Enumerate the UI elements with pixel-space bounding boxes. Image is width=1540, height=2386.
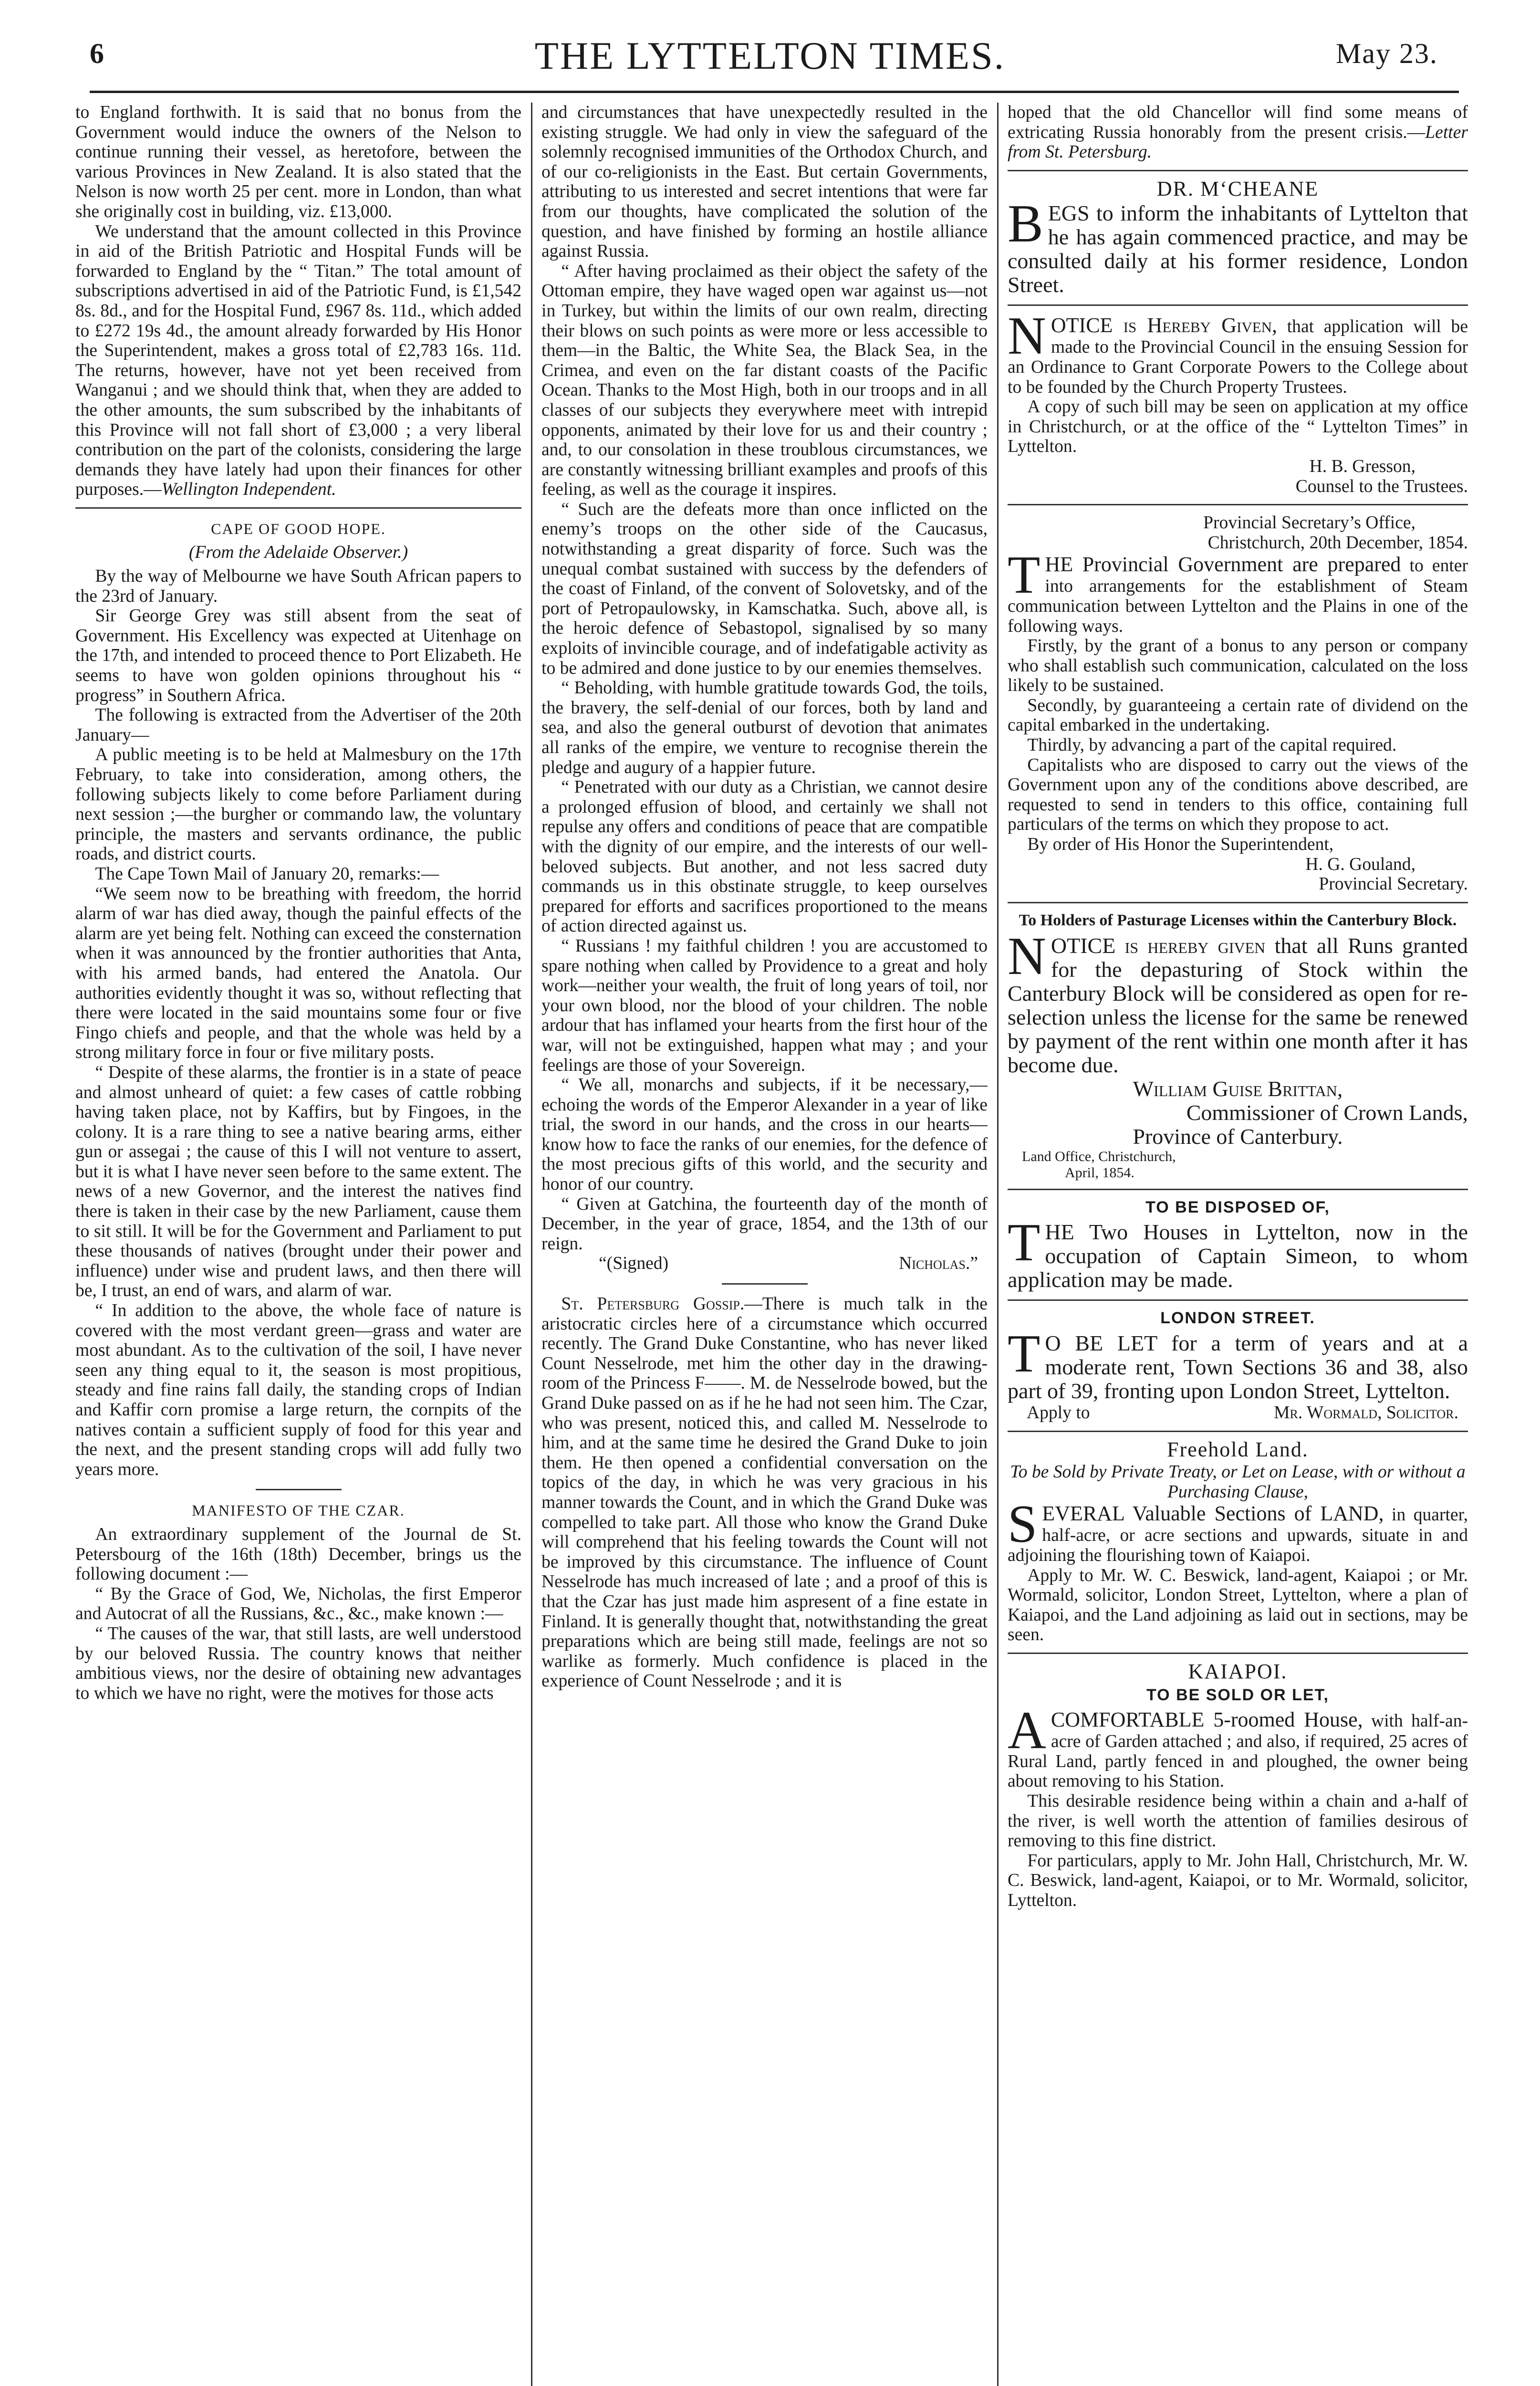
signatory-title: Counsel to the Trustees.	[1295, 476, 1468, 496]
signature-line: “(Signed) Nicholas.”	[599, 1254, 978, 1274]
column-2	[541, 103, 988, 2386]
article-paragraph: “ Despite of these alarms, the frontier is in a state of peace and almost unheard of quiet: a few cases of cattle robbing having taken place, not by Kaffirs, but by Fingoes, in the colony. It is a rare thing to see a native bearing arms, either gun or assegai ; the cause of this I will not venture to assert, but it is what I have never seen before to the same extent. The news of a new Governor, and the interest the natives find there is taken in their case by the new Parliament, cause them to sit still. It will be for the Government and Parliament to put these thousands of natives (brought under their power and influence) under wise and prudent laws, and then there will be, I trust, an end of wars, and alarm of war.	[75, 1062, 521, 1301]
advert-text: THE Two Houses in Lyttelton, now in the occupation of Captain Simeon, to whom application may be made.	[1008, 1213, 1468, 1292]
article-paragraph: “ Such are the defeats more than once inflicted on the enemy’s troops on the other side of the Caucasus, notwithstanding a great disparity of force. Such was the unequal combat sustained with success by the defenders of the coast of Finland, of the convent of Solovetsky, and of the port of Petropaulowsky, in Kamschatka. Such, above all, is the heroic defence of Sebastopol, signalised by so many exploits of invincible courage, and of indefatigable activity as to be admired and done justice to by our enemies themselves.	[541, 499, 988, 678]
article-paragraph: “ After having proclaimed as their object the safety of the Ottoman empire, they have waged open war against us—not in Turkey, but within the limits of our own realm, directing their blows on such points as were more or less accessible to them—in the Baltic, the White Sea, the Black Sea, in the Crimea, and even on the far distant coasts of the Pacific Ocean. Thanks to the Most High, both in our troops and in all classes of our subjects they everywhere meet with intrepid opponents, animated by their love for us and their country ; and, to our consolation in these troublous circumstances, we are constantly witnessing brilliant examples and proofs of this feeling, as well as the courage it inspires.	[541, 261, 988, 500]
column-1	[75, 103, 521, 2386]
advert-text: THE Provincial Government are prepared to enter into arrangements for the establishment of Steam communication between Lyttelton and the Plains in one of the following ways.	[1008, 545, 1468, 636]
drop-cap: T	[1008, 1324, 1041, 1383]
section-rule	[1008, 170, 1468, 171]
advert-heading: Freehold Land.	[1167, 1437, 1309, 1461]
article-paragraph: The following is extracted from the Advertiser of the 20th January—	[75, 705, 521, 745]
advert-subheading: TO BE SOLD OR LET,	[1146, 1685, 1329, 1704]
drop-cap: N	[1008, 306, 1046, 366]
office-line: Provincial Secretary’s Office,	[1203, 513, 1415, 533]
article-paragraph: We understand that the amount collected in this Province in aid of the British Patriotic and Hospital Funds will be forwarded to England by the “ Titan.” The total amount of subscriptions advertised in aid of the Patriotic Fund, is £1,542 8s. 8d., and for the Hospital Fund, £967 8s. 11d., which added to £272 19s 4d., the amount already forwarded by His Honor the Superintendent, makes a gross total of £2,783 16s. 11d. The returns, however, have not yet been received from Wanganui ; and we should think that, when they are added to the other amounts, the sum subscribed by the inhabitants of this Province will not fall short of £3,000 ; a very liberal contribution on the part of the colonists, considering the large demands they have lately had upon their finances for other purposes.—Wellington Independent.	[75, 221, 521, 500]
advert-text: SEVERAL Valuable Sections of LAND, in quarter, half-acre, or acre sections and upwards, situate in and adjoining the flourishing town of Kaiapoi.	[1008, 1495, 1468, 1565]
section-rule	[1008, 1189, 1468, 1190]
advert-subheading: To be Sold by Private Treaty, or Let on Lease, with or without a Purchasing Clause,	[1010, 1462, 1466, 1502]
article-paragraph: The Cape Town Mail of January 20, remarks:—	[95, 864, 439, 884]
source-credit: Letter from St. Petersburg.	[1008, 122, 1468, 162]
signatory-title: Provincial Secretary.	[1319, 874, 1468, 894]
section-heading: MANIFESTO OF THE CZAR.	[192, 1502, 405, 1519]
article-paragraph: hoped that the old Chancellor will find some means of extricating Russia honorably from the present crisis.—Letter from St. Petersburg.	[1008, 103, 1468, 162]
article-paragraph: and circumstances that have unexpectedly resulted in the existing struggle. We had only in view the safeguard of the solemnly recognised immunities of the Orthodox Church, and of our co-religionists in the East. But certain Governments, attributing to us interested and secret intentions that were far from our thoughts, have complicated the solution of the question, and have finished by forming an hostile alliance against Russia.	[541, 103, 988, 262]
drop-cap: T	[1008, 545, 1041, 605]
article-paragraph: “ Russians ! my faithful children ! you are accustomed to spare nothing when called by Providence to a great and holy work—neither your wealth, the fruit of long years of toil, nor your own blood, nor the blood of your children. The noble ardour that has inflamed your hearts from the first hour of the war, will not be extinguished, happen what may ; and your feelings are those of your Sovereign.	[541, 936, 988, 1075]
advert-text: NOTICE is Hereby Given, that application will be made to the Provincial Council in the ensuing Session for an Ordinance to Grant Corporate Powers to the College about to be founded by the Church Property Trustees.	[1008, 306, 1468, 397]
section-rule	[722, 1283, 808, 1285]
section-rule	[1008, 1653, 1468, 1654]
drop-cap: S	[1008, 1495, 1038, 1554]
section-rule	[1008, 902, 1468, 903]
article-paragraph: By the way of Melbourne we have South African papers to the 23rd of January.	[75, 566, 521, 606]
newspaper-title: THE LYTTELTON TIMES.	[534, 34, 1006, 77]
advert-heading: To Holders of Pasturage Licenses within the Canterbury Block.	[1019, 911, 1457, 929]
article-paragraph: A public meeting is to be held at Malmesbury on the 17th February, to take into consideration, among others, the following subjects likely to come before Parliament during next session ;—the burgher or commando law, the voluntary principle, the masters and servants ordinance, the public roads, and district courts.	[75, 745, 521, 864]
signatory: Mr. Wormald, Solicitor.	[1274, 1403, 1458, 1423]
issue-date: May 23.	[1336, 38, 1438, 69]
article-paragraph: to England forthwith. It is said that no bonus from the Government would induce the owners of the Nelson to continue running their vessel, as heretofore, between the various Provinces in New Zealand. It is also stated that the Nelson is now worth 25 per cent. more in London, than what she originally cost in building, viz. £13,000.	[75, 103, 521, 221]
section-rule	[1008, 304, 1468, 306]
article-paragraph: “ Given at Gatchina, the fourteenth day of the month of December, in the year of grace, 1854, and the 13th of our reign.	[541, 1194, 988, 1254]
column-divider	[997, 103, 999, 2386]
drop-cap: B	[1008, 194, 1043, 254]
office-line: Land Office, Christchurch,	[1022, 1148, 1176, 1164]
drop-cap: A	[1008, 1701, 1046, 1760]
advert-text: Capitalists who are disposed to carry out the views of the Government upon any of the conditions above described, are requested to send in tenders to this office, containing full particulars of the terms on which they propose to act.	[1008, 755, 1468, 835]
signatory-title: Province of Canterbury.	[1133, 1124, 1343, 1149]
article-paragraph: “ Beholding, with humble gratitude towards God, the toils, the bravery, the self-denial of our forces, both by land and sea, and also the general outburst of devotion that animates all ranks of the empire, we venture to recognise therein the pledge and augury of a happier future.	[541, 678, 988, 777]
advert-text: For particulars, apply to Mr. John Hall, Christchurch, Mr. W. C. Beswick, land-agent, Kaiapoi, or to Mr. Wormald, solicitor, Lyttelton.	[1008, 1851, 1468, 1910]
drop-cap: N	[1008, 926, 1046, 986]
section-subheading: (From the Adelaide Observer.)	[188, 543, 408, 563]
article-paragraph: “ By the Grace of God, We, Nicholas, the first Emperor and Autocrat of all the Russians, &c., &c., make known :—	[75, 1584, 521, 1624]
advert-text: Thirdly, by advancing a part of the capital required.	[1027, 735, 1397, 755]
advert-text: T O BE LET for a term of years and at a moderate rent, Town Sections 36 and 38, also part of 39, fronting upon London Street, Lyttelton.	[1008, 1324, 1468, 1403]
section-rule	[75, 507, 521, 509]
masthead	[0, 0, 1540, 98]
masthead-rule	[90, 91, 1459, 93]
drop-cap: T	[1008, 1213, 1041, 1273]
article-paragraph: “ We all, monarchs and subjects, if it be necessary,—echoing the words of the Emperor Alexander in a year of like trial, the sword in our hands, and the cross in our hearts—know how to face the ranks of our enemies, for the defence of the most precious gifts of this world, and the security and honor of our country.	[541, 1075, 988, 1194]
section-heading: CAPE OF GOOD HOPE.	[211, 520, 386, 537]
advert-text: A copy of such bill may be seen on application at my office in Christchurch, or at the office of the “ Lyttelton Times” in Lyttelton.	[1008, 397, 1468, 457]
dateline: Christchurch, 20th December, 1854.	[1207, 533, 1468, 553]
article-paragraph: “We seem now to be breathing with freedom, the horrid alarm of war has died away, though the painful effects of the alarm are yet being felt. Nothing can exceed the consternation when it was announced by the frontier authorities that Anta, with his armed bands, had entered the Anatola. Our authorities evidently thought it was so, without reflecting that there were located in the said mountains some four or five Fingo chiefs and people, and that the whole was held by a strong military force in four or five military posts.	[75, 884, 521, 1063]
source-credit: Wellington Independent.	[161, 480, 336, 500]
signatory: William Guise Brittan,	[1133, 1076, 1343, 1101]
page-number: 6	[90, 38, 104, 69]
signatory: H. B. Gresson,	[1309, 456, 1415, 476]
signatory: H. G. Gouland,	[1305, 854, 1415, 874]
advert-text: ACOMFORTABLE 5-roomed House, with half-an-acre of Garden attached ; and also, if required, 25 acres of Rural Land, partly fenced in and ploughed, the owner being about removing to his Station.	[1008, 1701, 1468, 1791]
section-rule	[1008, 1431, 1468, 1432]
advert-text: Firstly, by the grant of a bonus to any person or company who shall establish such communication, calculated on the loss likely to be sustained.	[1008, 636, 1468, 696]
article-paragraph: St. Petersburg Gossip.—There is much talk in the aristocratic circles here of a circumstance which occurred recently. The Grand Duke Constantine, who has never liked Count Nesselrode, met him the other day in the drawing-room of the Princess F——. M. de Nesselrode bowed, but the Grand Duke passed on as if he he had not seen him. The Czar, who was present, noticed this, and called M. Nesselrode to him, and at the same time he desired the Grand Duke to join them. He then opened a confidential conversation on the topics of the day, in which he was very gracious in his manner towards the Count, and in which the Grand Duke was compelled to take part. All those who know the Grand Duke will comprehend that his feeling towards the Count will not be improved by this circumstance. The influence of Count Nesselrode has much increased of late ; and a proof of this is that the Czar has just made him aspresent of a fine estate in Finland. It is generally thought that, notwithstanding the great preparations which are being still made, feelings are not so warlike as formerly. Much confidence is placed in the experience of Count Nesselrode ; and it is	[541, 1294, 988, 1691]
advert-text: BEGS to inform the inhabitants of Lyttelton that he has again commenced practice, and may be consulted daily at his former residence, London Street.	[1008, 194, 1468, 297]
section-rule	[256, 1489, 342, 1490]
apply-line: Apply to Mr. Wormald, Solicitor.	[1027, 1403, 1458, 1423]
advert-text: Secondly, by guaranteeing a certain rate of dividend on the capital embarked in the undertaking.	[1008, 695, 1468, 735]
advert-text: NOTICE is hereby given that all Runs granted for the depasturing of Stock within the Canterbury Block will be considered as open for re-selection unless the license for the same be renewed by payment of the rent within one month after it has become due.	[1008, 926, 1468, 1077]
advert-heading: LONDON STREET.	[1160, 1309, 1315, 1328]
column-divider	[531, 103, 532, 2386]
dateline: April, 1854.	[1065, 1164, 1134, 1181]
advert-heading: KAIAPOI.	[1188, 1659, 1288, 1683]
article-paragraph: “ The causes of the war, that still lasts, are well understood by our beloved Russia. The country knows that neither ambitious views, nor the desire of obtaining new advantages to which we have no right, were the motives for those acts	[75, 1623, 521, 1703]
column-3	[1008, 103, 1468, 2386]
advert-text: This desirable residence being within a chain and a-half of the river, is well worth the attention of families desirous of removing to this fine district.	[1008, 1791, 1468, 1851]
article-lead: St. Petersburg Gossip.	[561, 1294, 745, 1314]
article-paragraph: “ Penetrated with our duty as a Christian, we cannot desire a prolonged effusion of blood, and certainly we shall not repulse any offers and conditions of peace that are compatible with the dignity of our empire, and the interests of our well-beloved subjects. But another, and not less sacred duty commands us in this obstinate struggle, to keep ourselves prepared for efforts and sacrifices proportioned to the means of action directed against us.	[541, 777, 988, 936]
section-rule	[1008, 1299, 1468, 1301]
article-paragraph: An extraordinary supplement of the Journal de St. Petersbourg of the 16th (18th) December, brings us the following document :—	[75, 1524, 521, 1584]
article-paragraph: Sir George Grey was still absent from the seat of Government. His Excellency was expected at Uitenhage on the 17th, and intended to proceed thence to Port Elizabeth. He seems to have won golden opinions throughout his “ progress” in Southern Africa.	[75, 606, 521, 705]
signatory-title: Commissioner of Crown Lands,	[1186, 1100, 1468, 1125]
advert-heading: TO BE DISPOSED OF,	[1145, 1198, 1330, 1216]
advert-text: Apply to Mr. W. C. Beswick, land-agent, Kaiapoi ; or Mr. Wormald, solicitor, London Street, Lyttelton, where a plan of Kaiapoi, and the Land adjoining as laid out in sections, may be seen.	[1008, 1565, 1468, 1645]
advert-text: By order of His Honor the Superintendent,	[1027, 835, 1334, 855]
section-rule	[1008, 504, 1468, 505]
advert-heading: DR. M‘CHEANE	[1156, 177, 1319, 200]
article-paragraph: “ In addition to the above, the whole face of nature is covered with the most verdant green—grass and water are most abundant. As to the cultivation of the soil, I have never seen any thing equal to it, the season is most propitious, steady and fine rains fall daily, the standing crops of Indian and Kaffir corn promise a large return, the cornpits of the natives contain a sufficient supply of food for this year and the next, and the present standing crops will add fully two years more.	[75, 1301, 521, 1479]
signatory: Nicholas.”	[899, 1254, 978, 1274]
